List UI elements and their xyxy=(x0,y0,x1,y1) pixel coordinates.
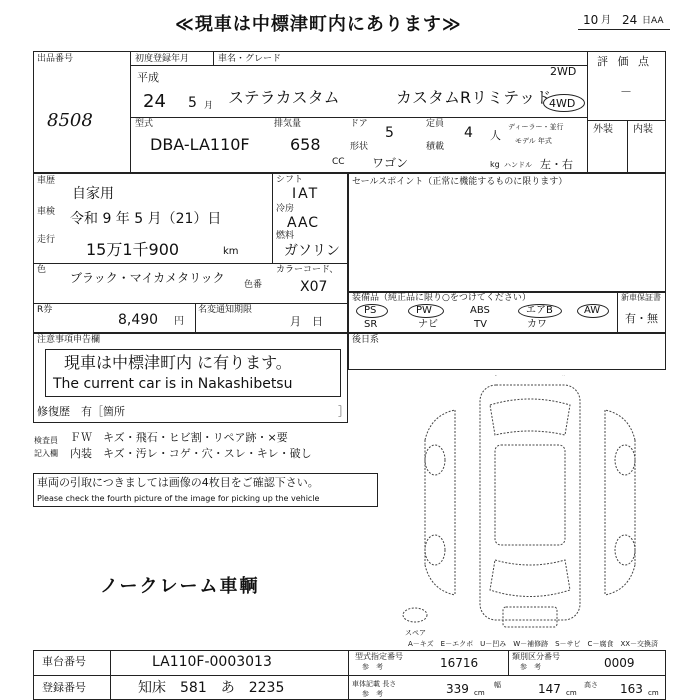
type-cert-value: 16716 xyxy=(440,656,479,670)
date-underline xyxy=(578,29,670,30)
divider xyxy=(110,650,111,700)
rear-window xyxy=(490,560,570,597)
length-value: 339 xyxy=(446,682,469,696)
capacity-value: 4 xyxy=(464,125,473,141)
chassis-number: LA110F-0003013 xyxy=(152,654,272,670)
roof xyxy=(495,445,565,545)
color-value: ブラック・マイカメタリック xyxy=(70,271,225,285)
handle-label: ハンドル xyxy=(504,161,532,169)
notice-en: The current car is in Nakashibetsu xyxy=(53,376,293,392)
date-suffix: 日AA xyxy=(642,16,664,26)
displacement-value: 658 xyxy=(290,135,321,154)
divider xyxy=(348,650,349,700)
divider xyxy=(213,51,214,65)
width-value: 147 xyxy=(538,682,561,696)
width-unit: cm xyxy=(566,689,577,697)
exterior-label: 外装 xyxy=(593,124,613,135)
width-label: 幅 xyxy=(494,681,501,689)
inspection-label: 車検 xyxy=(37,207,56,217)
spare-label: スペア xyxy=(405,629,426,637)
shape-value: ワゴン xyxy=(372,156,409,170)
post-label: 後日系 xyxy=(352,335,380,345)
date-month-unit: 月 xyxy=(601,15,611,26)
fuel-label: 燃料 xyxy=(276,231,295,241)
divider xyxy=(195,303,196,333)
spare-tire xyxy=(403,608,427,622)
length-unit: cm xyxy=(474,689,485,697)
doors-value: 5 xyxy=(385,125,394,141)
right-front-wheel xyxy=(615,445,635,475)
eq-abs: ABS xyxy=(470,305,490,316)
divider xyxy=(587,51,588,173)
cc-unit: CC xyxy=(332,157,345,167)
mileage-unit: km xyxy=(223,246,239,257)
capacity-label: 定員 xyxy=(426,119,445,129)
shift-label: シフト xyxy=(276,175,304,185)
inspector-line1: ＦＷ キズ・飛石・ヒビ割・リペア跡・×要 xyxy=(70,431,288,444)
load-label: 積載 xyxy=(426,142,445,152)
dims-ref: 参 考 xyxy=(362,690,383,698)
date-month: 10 xyxy=(583,13,599,27)
type-cert-ref: 参 考 xyxy=(362,663,383,671)
divider xyxy=(617,292,618,333)
divider xyxy=(587,120,666,121)
height-label: 高さ xyxy=(584,681,598,689)
inspection-value: 令和 9 年 5 月（21）日 xyxy=(70,211,222,227)
divider xyxy=(33,263,348,264)
inspector-label: 検査員 記入欄 xyxy=(34,436,58,458)
shift-value: IAT xyxy=(292,186,320,202)
divider xyxy=(508,650,509,675)
color-label: 色 xyxy=(37,265,47,275)
shape-label: 形状 xyxy=(350,142,369,152)
model-code: DBA-LA110F xyxy=(150,135,250,154)
height-value: 163 xyxy=(620,682,643,696)
repair-close: ］ xyxy=(338,405,349,418)
sales-point-label: セールスポイント（正常に機能するものに限ります） xyxy=(352,177,568,187)
reg-month-unit: 月 xyxy=(204,101,214,111)
eq-airbag: エアB xyxy=(526,305,553,316)
rating-label: 評 価 点 xyxy=(597,55,652,68)
recycle-label: R券 xyxy=(37,305,53,315)
divider xyxy=(130,117,587,118)
eq-tv: TV xyxy=(474,319,487,330)
eq-ps: PS xyxy=(364,305,377,316)
eq-navi: ナビ xyxy=(418,319,438,330)
model-label: 型式 xyxy=(135,119,154,129)
rating-score: － xyxy=(620,85,633,99)
notes-label: 注意事項申告欄 xyxy=(37,335,101,345)
displacement-label: 排気量 xyxy=(274,119,302,129)
divider xyxy=(130,51,131,173)
plate-number: 知床 581 あ 2235 xyxy=(138,680,285,696)
right-side-outline xyxy=(605,410,635,595)
height-unit: cm xyxy=(648,689,659,697)
chassis-label: 車台番号 xyxy=(42,655,86,668)
lot-label: 出品番号 xyxy=(37,54,74,64)
model-year-label: モデル 年式 xyxy=(515,137,552,145)
dealer-label: ディーラー・並行 xyxy=(508,123,564,131)
reg-year: 24 xyxy=(143,91,166,112)
left-rear-wheel xyxy=(425,535,445,565)
eq-aw: AW xyxy=(584,305,601,316)
ac-value: AAC xyxy=(287,215,320,231)
lot-number: 8508 xyxy=(47,110,93,131)
mileage-value: 15万1千900 xyxy=(86,240,180,259)
inspector-line2: 内装 キズ・汚レ・コゲ・穴・スレ・キレ・破し xyxy=(70,447,312,460)
left-front-wheel xyxy=(425,445,445,475)
repair-label: 修復歴 有［箇所 xyxy=(37,405,125,418)
name-change-label: 名変通知期限 xyxy=(198,305,253,315)
class-value: 0009 xyxy=(604,656,635,670)
dims-label: 車体記載 長さ xyxy=(352,680,397,688)
car-grade: カスタムRリミテッド xyxy=(396,88,552,107)
car-diagram xyxy=(395,375,665,630)
drive-2wd: 2WD xyxy=(550,65,577,78)
pickup-jp: 車両の引取につきましては画像の4枚目をご確認下さい。 xyxy=(37,476,319,489)
divider xyxy=(33,303,348,304)
interior-label: 内装 xyxy=(633,124,653,135)
type-cert-label: 型式指定番号 xyxy=(355,652,403,661)
divider xyxy=(272,173,273,263)
divider xyxy=(130,65,587,66)
top-view-body xyxy=(480,385,580,620)
page-title: ≪現車は中標津町内にあります≫ xyxy=(175,14,462,35)
era: 平成 xyxy=(137,71,159,84)
class-label: 類別区分番号 xyxy=(512,652,560,661)
eq-sr: SR xyxy=(364,319,378,330)
ac-label: 冷房 xyxy=(276,204,295,214)
eq-leather: カワ xyxy=(527,319,547,330)
notice-jp: 現車は中標津町内 に有ります。 xyxy=(64,353,292,372)
capacity-unit: 人 xyxy=(490,129,501,142)
fuel-value: ガソリン xyxy=(284,243,340,259)
doors-label: ドア xyxy=(350,119,368,129)
plate-label: 登録番号 xyxy=(42,681,86,694)
legend: A－キズ E－エクボ U－凹み W－補修跡 S－サビ C－腐食 XX－交換済 xyxy=(408,640,659,648)
eq-pw: PW xyxy=(416,305,432,316)
right-rear-wheel xyxy=(615,535,635,565)
use-label: 車歴 xyxy=(37,176,56,186)
divider xyxy=(33,675,666,676)
rear-bumper xyxy=(503,607,557,627)
drive-4wd: 4WD xyxy=(549,97,576,110)
left-side-outline xyxy=(425,410,455,595)
handle-value: 左・右 xyxy=(540,158,573,171)
color-code-value: X07 xyxy=(300,279,328,295)
date-day: 24 xyxy=(622,13,638,27)
load-unit: kg xyxy=(490,160,500,169)
use-value: 自家用 xyxy=(72,186,114,202)
name-grade-label: 車名・グレード xyxy=(218,54,282,64)
equipment-label: 装備品（純正品に限り○をつけてください） xyxy=(352,293,531,303)
first-reg-label: 初度登録年月 xyxy=(135,54,190,64)
recycle-unit: 円 xyxy=(174,316,184,327)
divider xyxy=(627,120,628,173)
no-claim-label: ノークレーム車輌 xyxy=(100,576,260,597)
class-ref: 参 考 xyxy=(520,663,541,671)
warranty-label: 新車保証書 xyxy=(621,293,661,302)
sales-point-box xyxy=(348,173,666,292)
post-box xyxy=(348,333,666,370)
name-change-value: 月 日 xyxy=(290,315,323,328)
color-code-label: カラーコード、 xyxy=(276,265,339,275)
warranty-value: 有・無 xyxy=(625,312,658,325)
recycle-value: 8,490 xyxy=(118,312,159,328)
windshield xyxy=(490,399,570,435)
reg-month: 5 xyxy=(188,95,197,111)
car-name: ステラカスタム xyxy=(228,88,340,107)
pickup-en: Please check the fourth picture of the image for picking up the vehicle xyxy=(37,494,320,503)
mileage-label: 走行 xyxy=(37,235,56,245)
color-no-label: 色番 xyxy=(244,280,263,290)
